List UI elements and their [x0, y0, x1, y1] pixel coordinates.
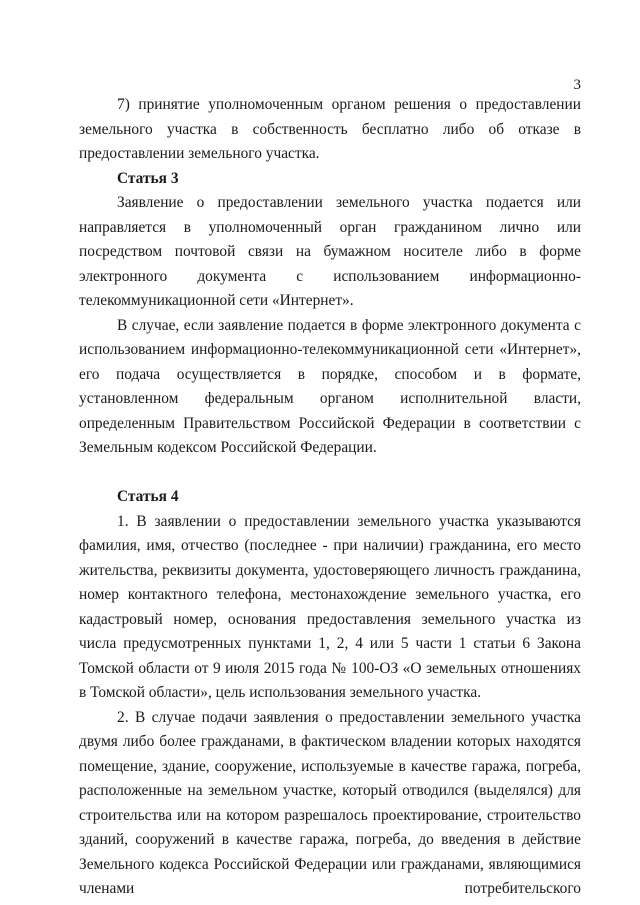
article-3-heading: Статья 3 [117, 169, 179, 187]
page-number: 3 [573, 77, 581, 93]
article-3-paragraph-2: В случае, если заявление подается в форме электронного документа с использованием информационно-телекоммуникационной сети «Интернет», его подача осуществляется в порядке, способом и в формате, установленном федеральным органом исполнительной власти, определенным Правительством Российской Федерации в соответствии с Земельным кодексом Российской Федерации. [79, 316, 581, 456]
paragraph-item-7: 7) принятие уполномоченным органом решения о предоставлении земельного участка в собственность бесплатно либо об отказе в предоставлении земельного участка. [79, 96, 581, 162]
article-3-paragraph-1: Заявление о предоставлении земельного участка подается или направляется в уполномоченный орган гражданином лично или посредством почтовой связи на бумажном носителе либо в форме электронного документа с использованием информационно-телекоммуникационной сети «Интернет». [79, 194, 581, 309]
article-4-paragraph-1: 1. В заявлении о предоставлении земельного участка указываются фамилия, имя, отчество (последнее - при наличии) гражданина, его место жительства, реквизиты документа, удостоверяющего личность гражданина, номер контактного телефона, местонахождение земельного участка, его кадастровый номер, основания предоставления земельного участка из числа предусмотренных пунктами 1, 2, 4 или 5 части 1 статьи 6 Закона Томской области от 9 июля 2015 года № 100-ОЗ «О земельных отношениях в Томской области», цель использования земельного участка. [79, 512, 581, 701]
article-4-paragraph-2: 2. В случае подачи заявления о предоставлении земельного участка двумя либо более гражданами, в фактическом владении которых находятся помещение, здание, сооружение, используемые в качестве гаража, погреба, расположенные на земельном участке, который отводился (выделялся) для строительства или на котором разрешалось проектирование, строительство зданий, сооружений в качестве гаража, погреба, до введения в действие Земельного кодекса Российской Федерации или гражданами, являющимися членами потребительского [79, 708, 581, 897]
article-4-heading: Статья 4 [117, 488, 179, 505]
section-spacer [79, 461, 581, 486]
document-body [79, 93, 581, 902]
